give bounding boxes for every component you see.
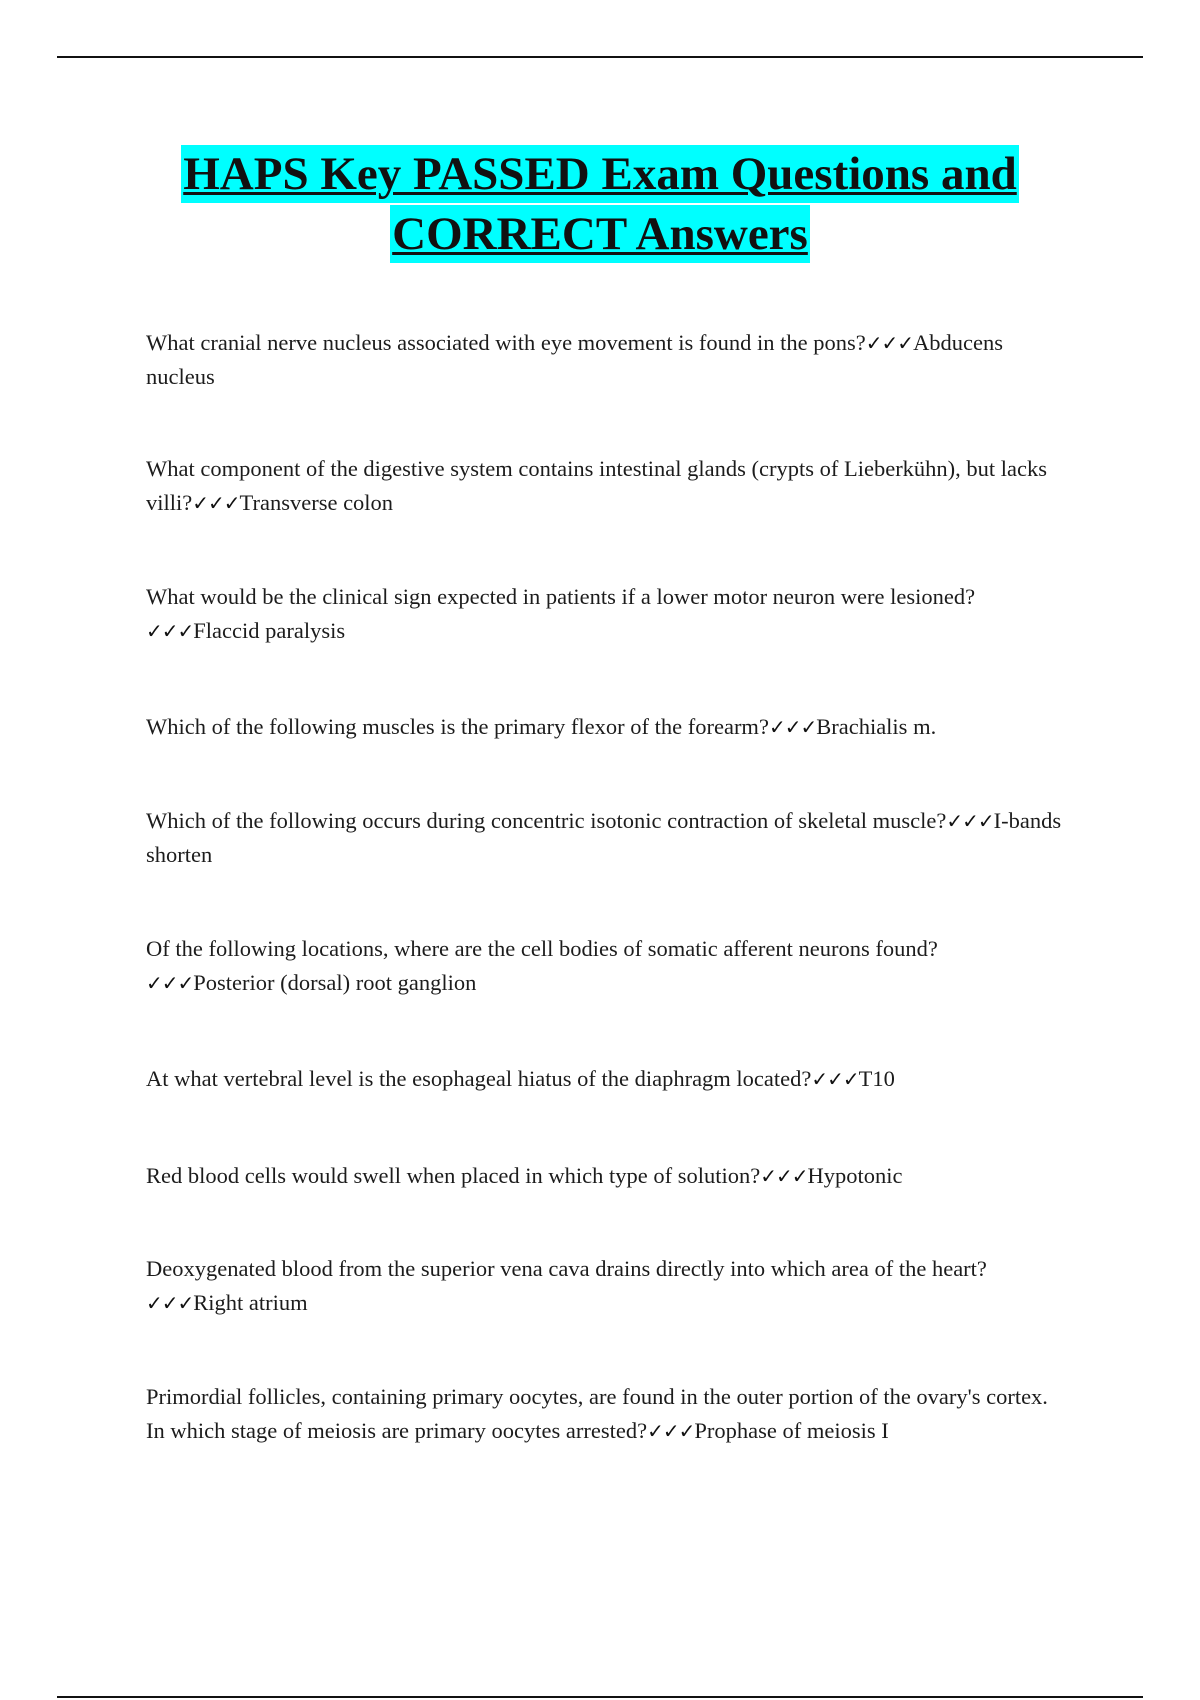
answer-text: T10 bbox=[858, 1066, 895, 1091]
answer-text: Prophase of meiosis I bbox=[694, 1418, 889, 1443]
answer-text: Right atrium bbox=[193, 1290, 308, 1315]
answer-text: Abducens nucleus bbox=[146, 330, 1004, 389]
check-marks-icon: ✓✓✓ bbox=[865, 331, 914, 355]
question-text: Red blood cells would swell when placed in which type of solution? bbox=[146, 1163, 761, 1188]
answer-text: Posterior (dorsal) root ganglion bbox=[193, 970, 477, 995]
document-title bbox=[60, 145, 1140, 263]
answer-text: Transverse colon bbox=[239, 490, 394, 515]
check-marks-icon: ✓✓✓ bbox=[946, 809, 994, 833]
qa-item bbox=[146, 804, 1066, 872]
answer-text: Hypotonic bbox=[807, 1163, 903, 1188]
qa-item bbox=[146, 1062, 1066, 1096]
check-marks-icon: ✓✓✓ bbox=[192, 491, 240, 515]
question-text: Primordial follicles, containing primary oocytes, are found in the outer portion of the ovary's cortex. In which stage of meiosis are primary oocytes arrested? bbox=[146, 1384, 1048, 1443]
qa-item bbox=[146, 580, 1066, 648]
check-marks-icon: ✓✓✓ bbox=[146, 971, 194, 995]
title-line-2: CORRECT Answers bbox=[390, 205, 810, 263]
qa-item bbox=[146, 452, 1066, 520]
answer-text: Flaccid paralysis bbox=[193, 618, 346, 643]
answer-text: Brachialis m. bbox=[816, 714, 937, 739]
qa-item bbox=[146, 326, 1066, 394]
bottom-rule bbox=[57, 1696, 1143, 1698]
question-text: Deoxygenated blood from the superior vena cava drains directly into which area of the heart? bbox=[146, 1256, 987, 1281]
check-marks-icon: ✓✓✓ bbox=[146, 1291, 194, 1315]
check-marks-icon: ✓✓✓ bbox=[760, 1164, 808, 1188]
check-marks-icon: ✓✓✓ bbox=[768, 715, 817, 739]
answer-text: I-bands shorten bbox=[146, 808, 1062, 867]
check-marks-icon: ✓✓✓ bbox=[647, 1419, 695, 1443]
question-text: Which of the following occurs during concentric isotonic contraction of skeletal muscle? bbox=[146, 808, 947, 833]
qa-item bbox=[146, 1159, 1066, 1193]
check-marks-icon: ✓✓✓ bbox=[811, 1067, 859, 1091]
qa-item bbox=[146, 1252, 1066, 1320]
question-text: Of the following locations, where are the cell bodies of somatic afferent neurons found? bbox=[146, 936, 938, 961]
question-text: At what vertebral level is the esophageal hiatus of the diaphragm located? bbox=[146, 1066, 812, 1091]
question-text: Which of the following muscles is the primary flexor of the forearm? bbox=[146, 714, 769, 739]
qa-item bbox=[146, 1380, 1066, 1448]
question-text: What component of the digestive system contains intestinal glands (crypts of Lieberkühn), but lacks villi? bbox=[146, 456, 1048, 515]
qa-item bbox=[146, 710, 1066, 744]
question-text: What cranial nerve nucleus associated with eye movement is found in the pons? bbox=[146, 330, 866, 355]
title-line-1: HAPS Key PASSED Exam Questions and bbox=[181, 145, 1019, 203]
check-marks-icon: ✓✓✓ bbox=[146, 619, 194, 643]
question-text: What would be the clinical sign expected in patients if a lower motor neuron were lesioned? bbox=[146, 584, 976, 609]
qa-item bbox=[146, 932, 1066, 1000]
top-rule bbox=[57, 56, 1143, 58]
